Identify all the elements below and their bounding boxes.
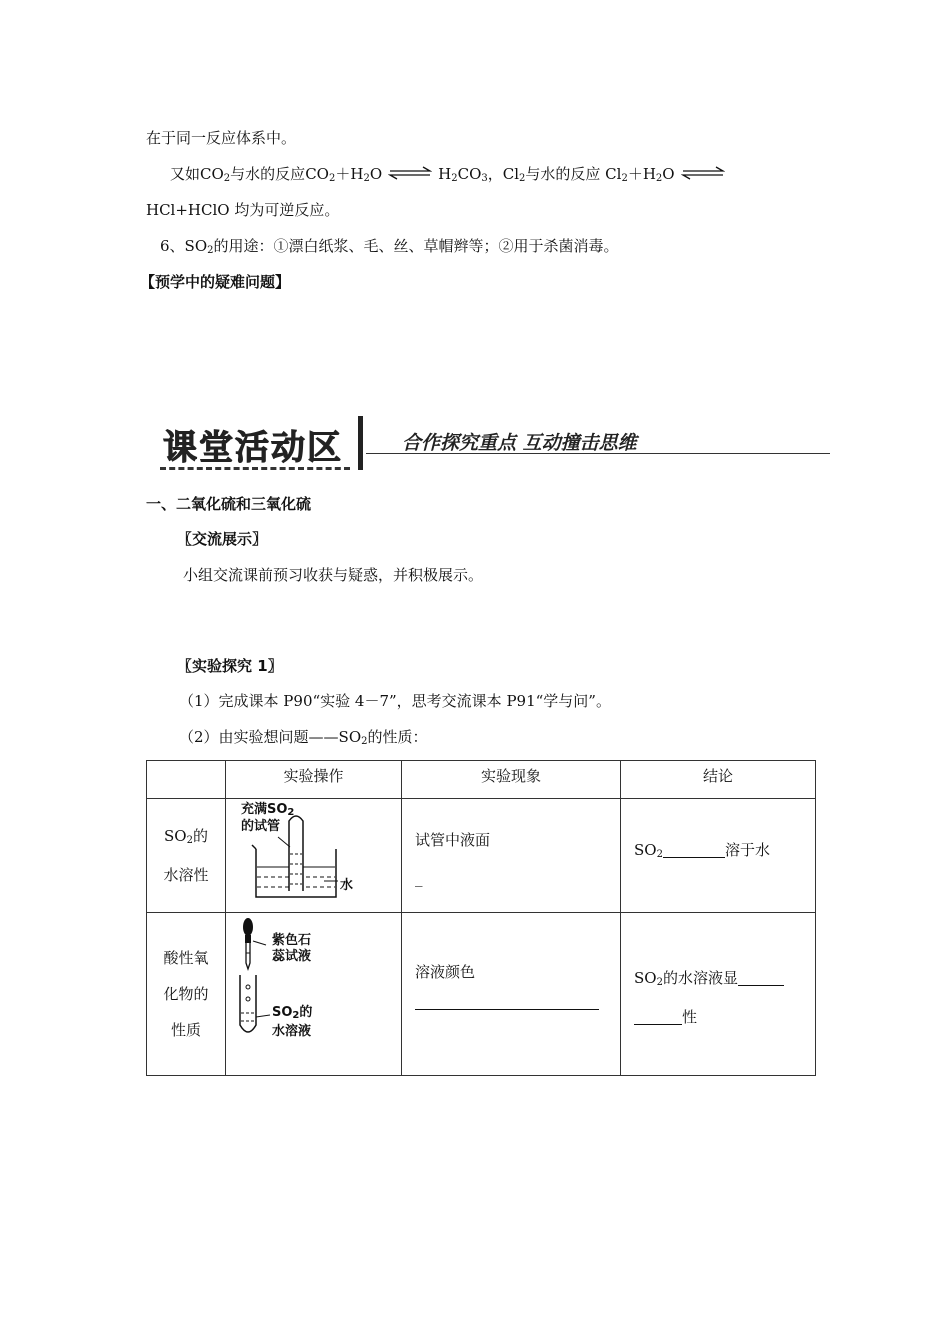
phenomenon-blank[interactable] bbox=[415, 997, 599, 1010]
section-heading: 一、二氧化硫和三氧化硫 bbox=[146, 495, 312, 513]
image-label-solution: $SO_2$的 水溶液 bbox=[272, 1005, 313, 1039]
phenomenon-cell: 溶液颜色 bbox=[402, 913, 621, 1076]
image-label-water: 水 bbox=[340, 878, 354, 893]
banner-dashed-underline bbox=[160, 467, 350, 470]
table-header-row bbox=[147, 761, 816, 799]
text-line-1: 在于同一反应体系中。 bbox=[146, 129, 297, 147]
exchange-text: 小组交流课前预习收获与疑惑，并积极展示。 bbox=[183, 566, 484, 584]
conclusion-cell: $SO_2$ 溶于水 bbox=[621, 799, 816, 913]
table-row bbox=[147, 913, 816, 1076]
phenomenon-cell: 试管中液面 _ bbox=[402, 799, 621, 913]
conclusion-blank[interactable] bbox=[663, 841, 725, 858]
table-header-cell: 实验现象 bbox=[402, 761, 621, 799]
banner-divider bbox=[358, 416, 363, 470]
experiment-table bbox=[146, 760, 816, 1076]
row-label: $SO_2$的 水溶性 bbox=[147, 799, 226, 913]
text-line-4: 6、$SO_2$的用途：①漂白纸浆、毛、丝、草帽辫等；②用于杀菌消毒。 bbox=[160, 237, 619, 256]
text-line-3: HCl+HClO 均为可逆反应。 bbox=[146, 201, 340, 219]
conclusion-cell: $SO_2$的水溶液显 性 bbox=[621, 913, 816, 1076]
table-header-cell bbox=[147, 761, 226, 799]
banner-rule bbox=[366, 453, 830, 454]
exchange-heading: 〖交流展示〗 bbox=[177, 530, 268, 548]
dropper-and-test-tube-illustration bbox=[226, 913, 401, 1075]
reversible-arrow-icon bbox=[388, 166, 432, 180]
experiment-heading: 〖实验探究 1〗 bbox=[177, 657, 283, 675]
banner-title: 课堂活动区 bbox=[163, 428, 343, 468]
experiment-step-2: （2）由实验想问题$——SO_2$的性质： bbox=[179, 728, 428, 747]
table-header-cell: 结论 bbox=[621, 761, 816, 799]
experiment-step-1: （1）完成课本 P90“实验 4－7”，思考交流课本 P91“学与问”。 bbox=[179, 692, 611, 710]
table-header-cell: 实验操作 bbox=[226, 761, 402, 799]
phenomenon-blank[interactable]: _ bbox=[415, 869, 423, 887]
image-label-tube: 充满$SO_2$ 的试管 bbox=[241, 802, 295, 834]
experiment-image-cell bbox=[226, 913, 402, 1076]
experiment-image-cell bbox=[226, 799, 402, 913]
reversible-arrow-icon bbox=[681, 166, 725, 180]
text-line-2: 又如$CO_2$与水的反应$CO_2+H_2O$ $H_2CO_3$，$Cl_2$与水的反应 $Cl_2+H_2O$ bbox=[170, 164, 731, 189]
table-row bbox=[147, 799, 816, 913]
conclusion-blank[interactable] bbox=[634, 1008, 682, 1025]
conclusion-blank[interactable] bbox=[738, 969, 784, 986]
image-label-litmus: 紫色石 蕊试液 bbox=[272, 933, 312, 964]
banner-subtitle: 合作探究重点 互动撞击思维 bbox=[402, 432, 637, 454]
preview-heading: 【预学中的疑难问题】 bbox=[140, 273, 291, 291]
row-label: 酸性氧 化物的 性质 bbox=[147, 913, 226, 1076]
